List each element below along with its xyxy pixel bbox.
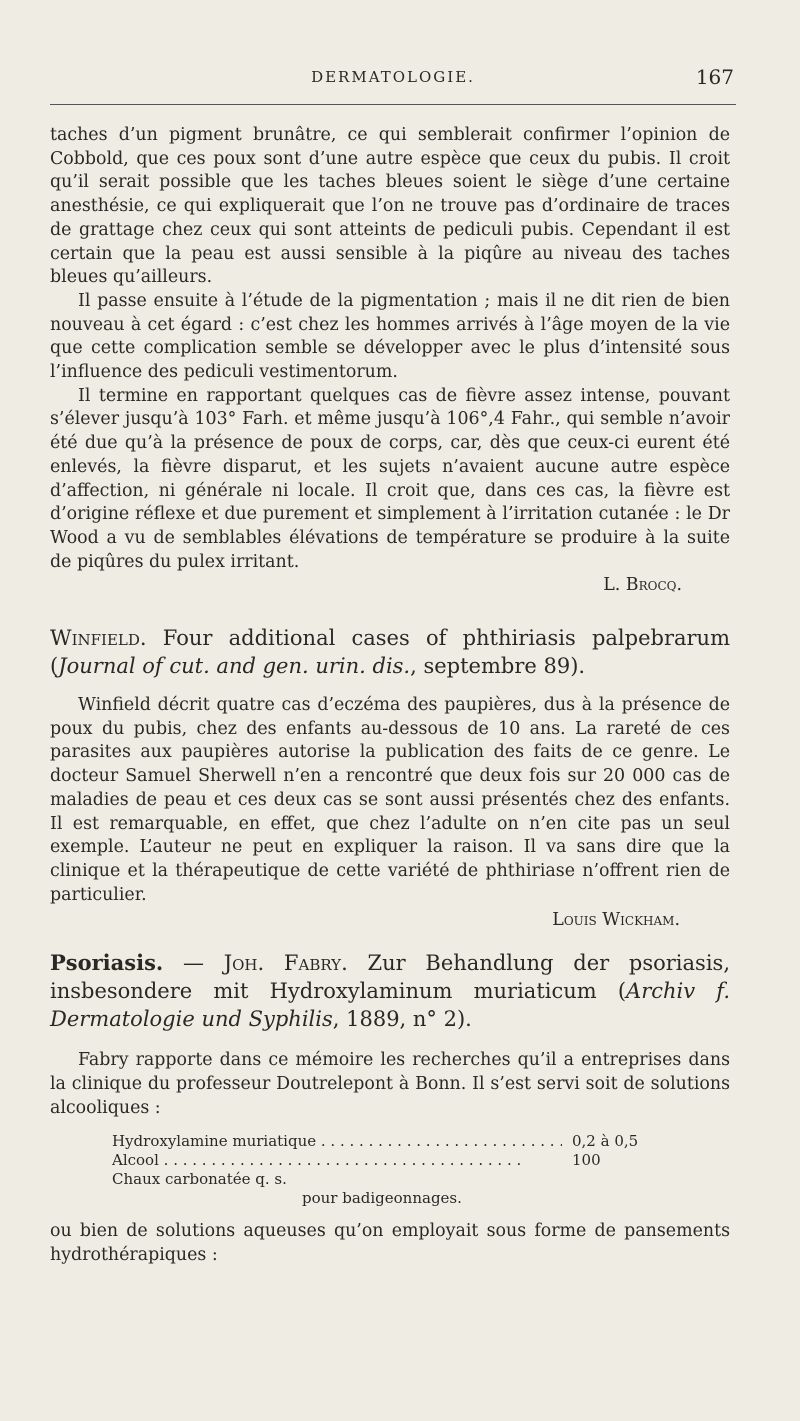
article-author: Joh. Fabry. bbox=[223, 951, 348, 976]
recipe-ingredient: Alcool . . . bbox=[112, 1151, 562, 1170]
paragraph: Il passe ensuite à l’étude de la pigmentation ; mais il ne dit rien de bien nouveau à cet égard : c’est chez les hommes arrivés à l’âge moyen de la vie que cette complication semble se développer avec le plus d’intensité sous l’influence des pediculi vestimentorum. bbox=[50, 290, 730, 383]
recipe-amount: 100 bbox=[562, 1151, 672, 1170]
page-body bbox=[50, 124, 730, 1268]
recipe-row bbox=[112, 1151, 672, 1170]
recipe-row bbox=[112, 1132, 672, 1151]
article-title-text: Four additional cases of phthiriasis palpebrarum ( bbox=[50, 626, 730, 679]
paragraph: taches d’un pigment brunâtre, ce qui semblerait confirmer l’opinion de Cobbold, que ces poux sont d’une autre espèce que ceux du pubis. Il croit qu’il serait possible que les taches bleues soient le siège d’une certaine anesthésie, ce qui expliquerait que l’on ne trouve pas d’ordinaire de traces de grattage chez ceux qui sont atteints de pediculi pubis. Cependant il est certain que la peau est aussi sensible à la piqûre au niveau des taches bleues qu’ailleurs. bbox=[50, 125, 730, 288]
page-header bbox=[50, 65, 736, 98]
article-title-text: Zur Behandlung der psoriasis, insbesondere mit Hydroxylaminum muriaticum ( bbox=[50, 951, 730, 1004]
recipe bbox=[112, 1132, 672, 1208]
header-rule bbox=[50, 104, 736, 105]
recipe-row: Chaux carbonatée q. s. bbox=[112, 1170, 287, 1189]
paragraph: Fabry rapporte dans ce mémoire les recherches qu’il a entreprises dans la clinique du professeur Doutrelepont à Bonn. Il s’est servi soit de solutions alcooliques : bbox=[50, 1050, 730, 1118]
paragraph: ou bien de solutions aqueuses qu’on employait sous forme de pansements hydrothérapiques : bbox=[50, 1221, 730, 1265]
recipe-ingredient: Hydroxylamine muriatique . . . bbox=[112, 1132, 562, 1151]
journal-name: Journal of cut. and gen. urin. dis. bbox=[58, 654, 411, 679]
article-title bbox=[50, 624, 730, 680]
recipe-amount: 0,2 à 0,5 bbox=[562, 1132, 672, 1151]
article-title bbox=[50, 949, 730, 1033]
paragraph: Il termine en rapportant quelques cas de fièvre assez intense, pouvant s’élever jusqu’à 103° Farh. et même jusqu’à 106°,4 Fahr., qui semble n’avoir été due qu’à la présence de poux de corps, car, dès que ceux-ci eurent été enlevés, la fièvre disparut, et les sujets n’avaient aucune autre espèce d’affection, ni générale ni locale. Il croit que, dans ces cas, la fièvre est d’origine réflexe et due purement et simplement à l’irritation cutanée : le Dr Wood a vu de semblables élévations de température se produire à la suite de piqûres du pulex irritant. bbox=[50, 385, 730, 572]
page-number: 167 bbox=[695, 65, 734, 89]
journal-name: Archiv f. Dermatologie und Syphilis bbox=[50, 979, 730, 1032]
signature: L. Brocq. bbox=[603, 575, 682, 596]
signature: Louis Wickham. bbox=[552, 910, 680, 931]
article-title-end: , septembre 89). bbox=[410, 654, 586, 679]
dash: — bbox=[163, 951, 224, 976]
article-author: Winfield. bbox=[50, 626, 147, 651]
paragraph: Winfield décrit quatre cas d’eczéma des paupières, dus à la présence de poux du pubis, chez des enfants au-dessous de 10 ans. La rareté de ces parasites aux paupières autorise la publication des faits de ce genre. Le docteur Samuel Sherwell n’en a rencontré que deux fois sur 20 000 cas de maladies de peau et ces deux cas se sont aussi présentés chez des enfants. Il est remarquable, en effet, que chez l’adulte on n’en cite pas un seul exemple. L’auteur ne peut en expliquer la raison. Il va sans dire que la clinique et la thérapeutique de cette variété de phthiriase n’offrent rien de particulier. bbox=[50, 695, 730, 905]
section-lead: Psoriasis. bbox=[50, 950, 164, 976]
article-title-end: , 1889, n° 2). bbox=[332, 1007, 472, 1032]
running-title: DERMATOLOGIE. bbox=[311, 68, 475, 86]
recipe-note: pour badigeonnages. bbox=[302, 1189, 462, 1208]
